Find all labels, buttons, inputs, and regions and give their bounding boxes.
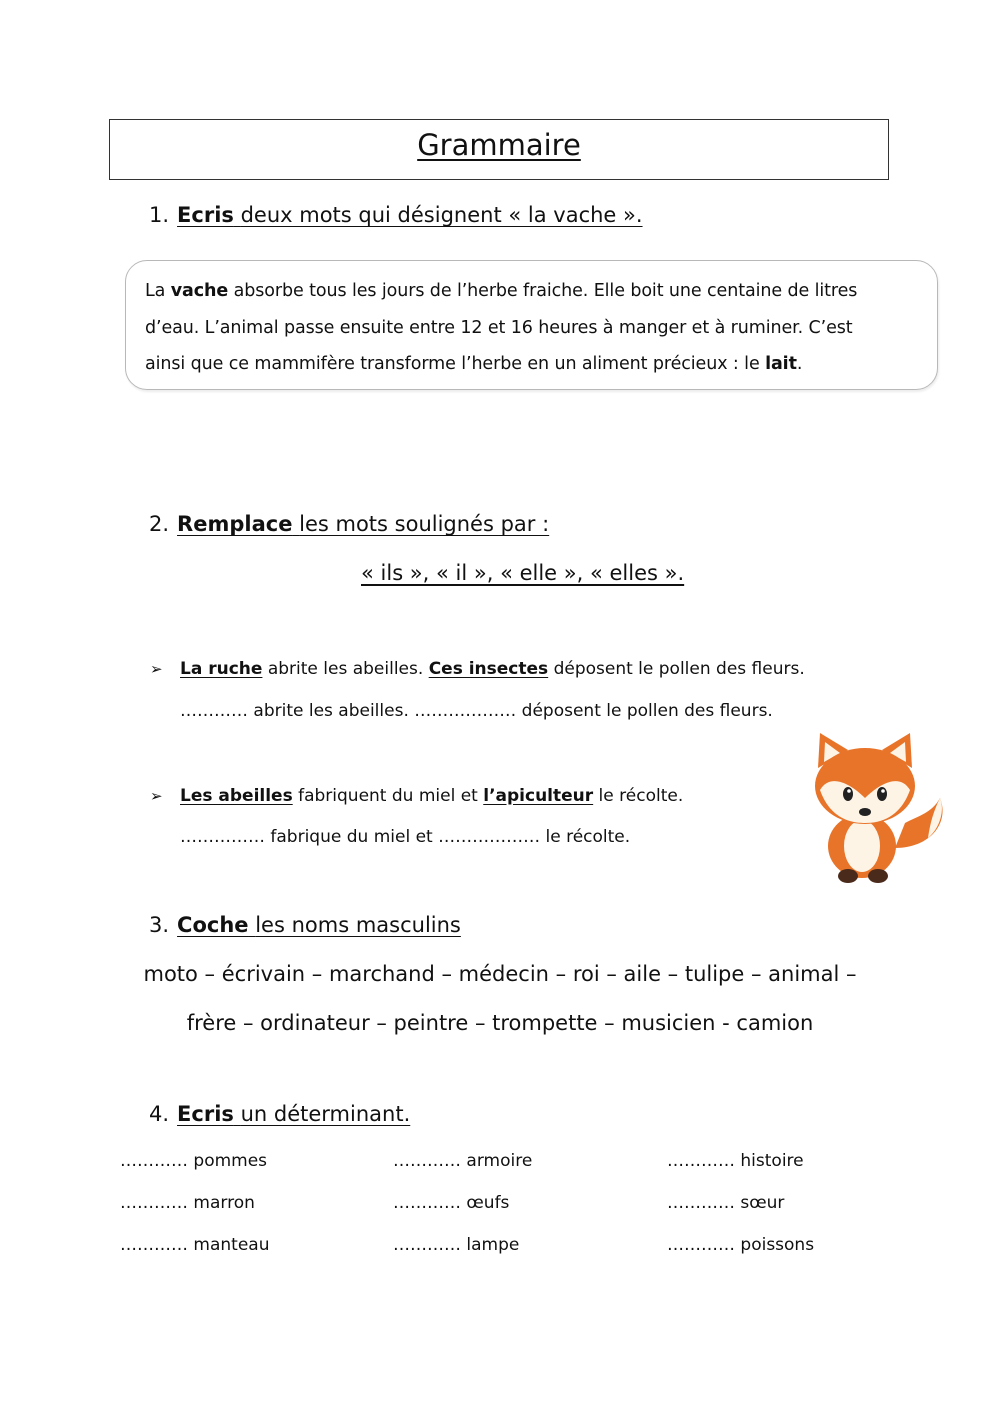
question-3-heading: 3. Coche les noms masculins	[149, 913, 461, 937]
text-line-2: d’eau. L’animal passe ensuite entre 12 et 16 heures à manger et à ruminer. C’est	[145, 317, 853, 338]
determiner-item[interactable]: ………… lampe	[393, 1235, 520, 1255]
question-2-heading: 2. Remplace les mots soulignés par :	[149, 512, 550, 536]
determiner-item[interactable]: ………… pommes	[120, 1151, 268, 1171]
title-box	[109, 119, 889, 180]
answer-line-2[interactable]: …………… fabrique du miel et ……………… le récolte.	[180, 827, 631, 847]
noun-list-line-1[interactable]: moto – écrivain – marchand – médecin – roi – aile – tulipe – animal –	[143, 962, 857, 986]
determiner-item[interactable]: ………… sœur	[667, 1193, 785, 1213]
determiner-item[interactable]: ………… armoire	[393, 1151, 533, 1171]
text-line-3: ainsi que ce mammifère transforme l’herbe en un aliment précieux : le lait.	[145, 354, 803, 374]
answer-line-1[interactable]: ………… abrite les abeilles. ……………… déposent le pollen des fleurs.	[180, 701, 773, 721]
determiner-item[interactable]: ………… manteau	[120, 1235, 270, 1255]
page-title: Grammaire	[417, 128, 581, 162]
question-4-heading: 4. Ecris un déterminant.	[149, 1102, 411, 1126]
arrow-bullet-icon: ➢	[150, 787, 163, 805]
noun-list-line-2[interactable]: frère – ordinateur – peintre – trompette – musicien - camion	[186, 1011, 814, 1035]
text-line-1: La vache absorbe tous les jours de l’herbe fraiche. Elle boit une centaine de litres	[145, 281, 858, 301]
determiner-item[interactable]: ………… marron	[120, 1193, 255, 1213]
arrow-bullet-icon: ➢	[150, 660, 163, 678]
exercise-sentence-2: ➢ Les abeilles fabriquent du miel et l’apiculteur le récolte.	[150, 786, 684, 806]
exercise-sentence-1: ➢ La ruche abrite les abeilles. Ces insectes déposent le pollen des fleurs.	[150, 659, 805, 679]
determiner-item[interactable]: ………… œufs	[393, 1193, 510, 1213]
determiner-item[interactable]: ………… histoire	[667, 1151, 804, 1171]
determiner-item[interactable]: ………… poissons	[667, 1235, 815, 1255]
reading-text-box	[125, 260, 938, 390]
pronoun-list: « ils », « il », « elle », « elles ».	[361, 561, 685, 585]
fox-illustration	[800, 728, 950, 888]
question-1-heading: 1. Ecris deux mots qui désignent « la vache ».	[149, 203, 643, 227]
